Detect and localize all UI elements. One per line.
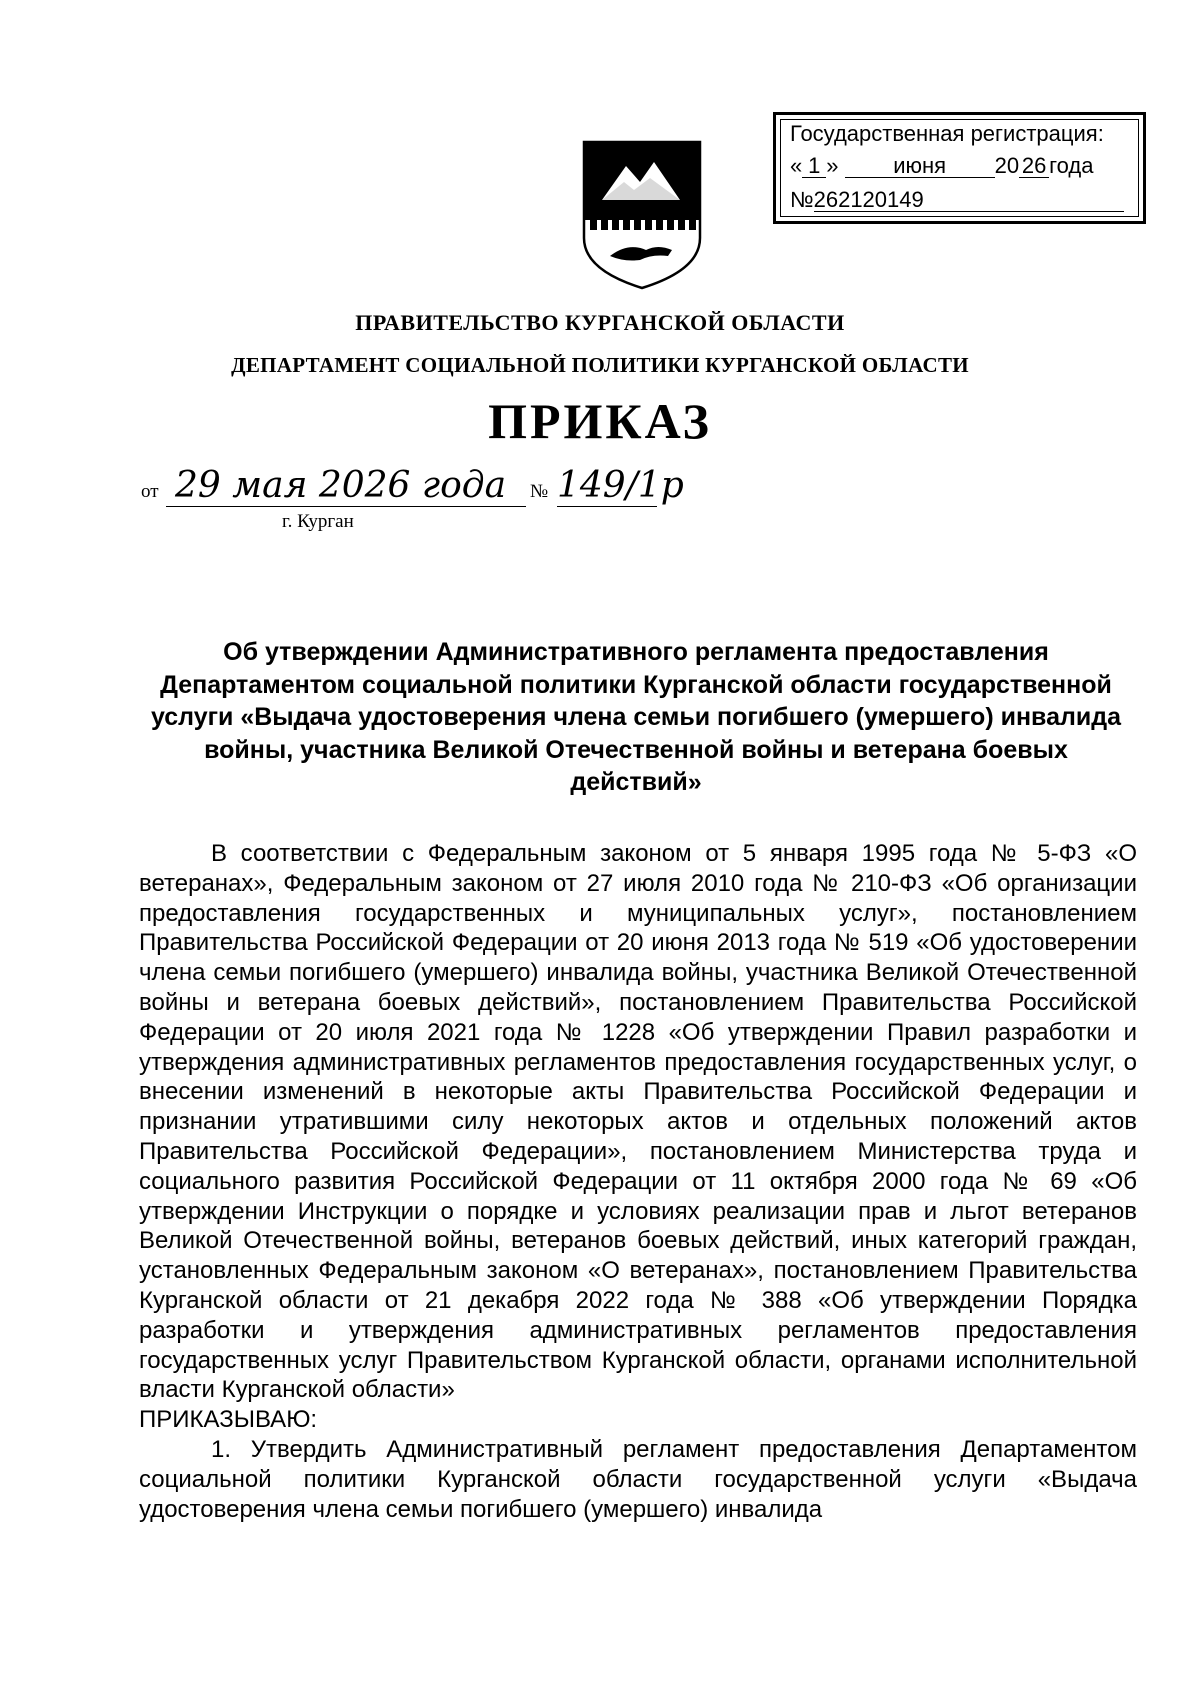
registration-number-row [790, 187, 1140, 213]
date-underline [166, 506, 526, 507]
registration-title: Государственная регистрация: [790, 121, 1104, 146]
registration-date [790, 153, 1140, 179]
registration-close-quote: » [826, 153, 839, 178]
department-name: ДЕПАРТАМЕНТ СОЦИАЛЬНОЙ ПОЛИТИКИ КУРГАНСКОЙ ОБЛАСТИ [231, 353, 969, 377]
registration-year-suffix: 26 [1019, 155, 1049, 178]
document-body [139, 839, 1137, 1524]
registration-month: июня [845, 155, 995, 178]
registration-open-quote: « [790, 153, 803, 178]
registration-stamp [773, 112, 1146, 224]
registration-number-label: № [790, 187, 814, 212]
registration-year-word: года [1049, 153, 1094, 178]
order-date-handwritten: 29 мая 2026 года [175, 465, 507, 506]
preamble-paragraph: В соответствии с Федеральным законом от 5 января 1995 года № 5-ФЗ «О ветеранах», Федеральным законом от 27 июля 2010 года № 210-ФЗ «Об организации предоставления государственных и муниципальных услуг», постановлением Правительства Российской Федерации от 20 июня 2013 года № 519 «Об удостоверении члена семьи погибшего (умершего) инвалида войны, участника Великой Отечественной войны и ветерана боевых действий», постановлением Правительства Российской Федерации от 20 июля 2021 года № 1228 «Об утверждении Правил разработки и утверждения административных регламентов предоставления государственных услуг, о внесении изменений в некоторые акты Правительства Российской Федерации и признании утратившими силу некоторых актов и отдельных положений актов Правительства Российской Федерации», постановлением Министерства труда и социального развития Российской Федерации от 11 октября 2000 года № 69 «Об утверждении Инструкции о порядке и условиях реализации прав и льгот ветеранов Великой Отечественной войны, ветеранов боевых действий, иных категорий граждан, установленных Федеральным законом «О ветеранах», постановлением Правительства Курганской области от 21 декабря 2022 года № 388 «Об утверждении Порядка разработки и утверждения административных регламентов предоставления государственных услуг Правительством Курганской области, органами исполнительной власти Курганской области» [139, 840, 1137, 1404]
order-item-1: 1. Утвердить Административный регламент предоставления Департаментом социальной политики Курганской области государственной услуги «Выдача удостоверения члена семьи погибшего (умершего) инвалида [139, 1435, 1137, 1523]
date-from-label: от [141, 481, 159, 502]
order-number-handwritten: 149/1р [557, 465, 684, 506]
registration-number: 262120149 [814, 189, 1124, 212]
order-word: ПРИКАЗЫВАЮ: [139, 1406, 318, 1434]
government-name: ПРАВИТЕЛЬСТВО КУРГАНСКОЙ ОБЛАСТИ [355, 310, 845, 335]
document-title: Об утверждении Административного регламента предоставления Департаментом социальной политики Курганской области государственной услуги «Выдача удостоверения члена семьи погибшего (умершего) инвалида войны, участника Великой Отечественной войны и ветерана боевых действий» [150, 638, 1122, 796]
order-city: г. Курган [282, 511, 354, 532]
document-type: ПРИКАЗ [488, 393, 712, 449]
kurgan-coat-of-arms-icon [580, 138, 704, 290]
registration-day: 1 [802, 155, 826, 178]
registration-year-prefix: 20 [994, 153, 1020, 178]
order-number-label: № [530, 481, 549, 502]
number-underline [557, 506, 657, 507]
